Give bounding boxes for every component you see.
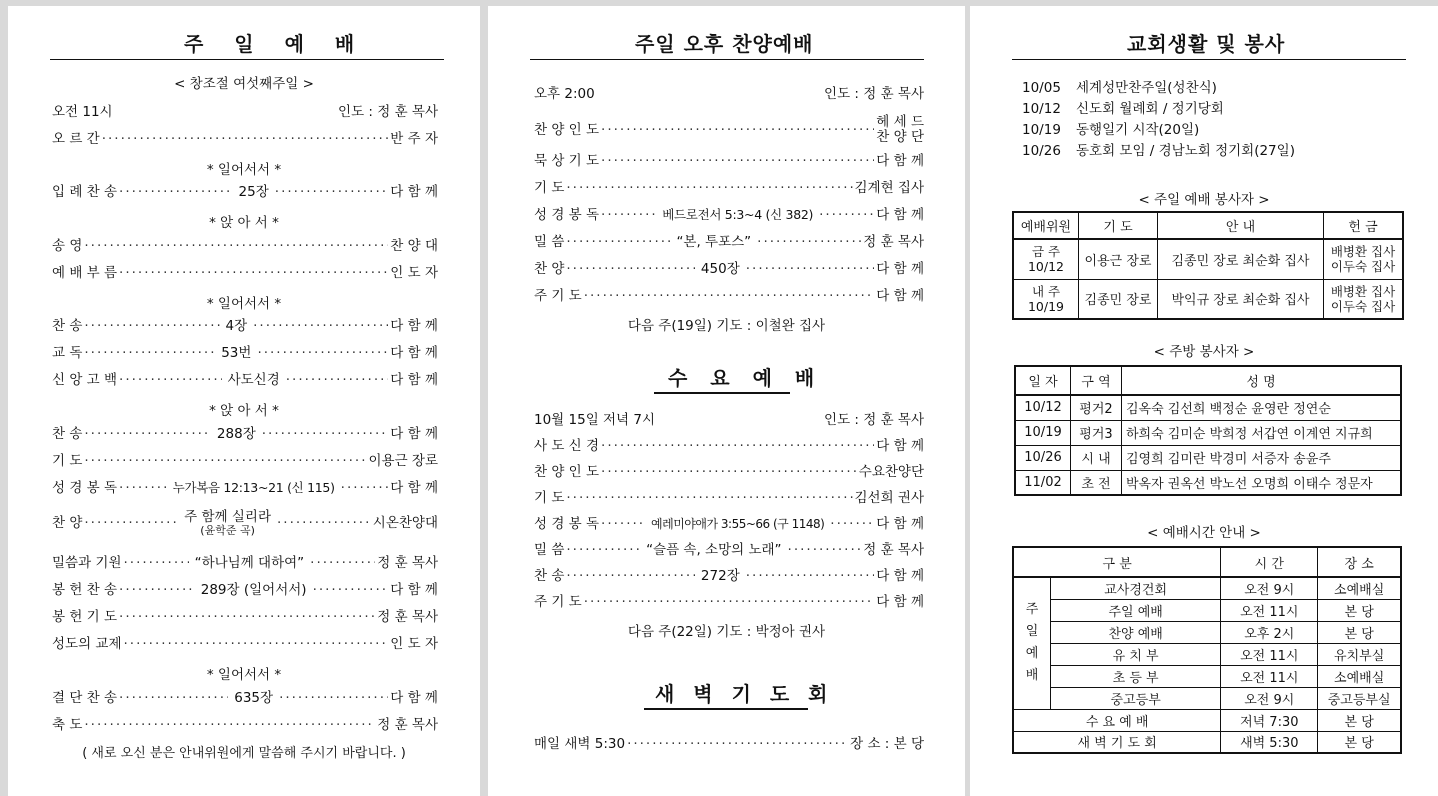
prayer-cell: 이용근 장로 <box>1079 239 1158 279</box>
leader-dots <box>119 372 222 388</box>
service-place: 본 당 <box>1318 599 1401 621</box>
event-date: 10/05 <box>1022 80 1061 96</box>
order-detail: 288장 <box>216 426 256 442</box>
leader: 인도 : 정 훈 목사 <box>824 412 924 428</box>
service-name: 찬양 예배 <box>1051 621 1221 643</box>
order-detail: 635장 <box>234 690 274 706</box>
event-text: 세계성만찬주일(성찬식) <box>1076 80 1217 96</box>
order-detail: 53번 <box>221 345 252 361</box>
order-detail: 4장 <box>225 318 248 334</box>
table-row <box>1013 687 1401 709</box>
wednesday-title: 수 요 예 배 <box>668 366 823 390</box>
event-text: 동행일기 시작(20일) <box>1076 122 1200 138</box>
week-cell <box>1013 239 1079 279</box>
order-label: 성도의 교제 <box>52 636 122 652</box>
volunteer-table <box>1012 211 1404 320</box>
leader-dots <box>601 207 656 223</box>
order-row <box>52 582 438 598</box>
order-row <box>52 372 438 388</box>
table-row <box>1013 709 1401 731</box>
service-time: 오후 2시 <box>1221 621 1318 643</box>
leader-dots <box>119 582 195 598</box>
order-person: 정 훈 목사 <box>377 717 438 733</box>
order-label: 기 도 <box>52 453 83 469</box>
service-place: 본 당 <box>1318 731 1401 753</box>
service-time: 오전 9시 <box>1221 687 1318 709</box>
order-person: 다 함 께 <box>390 426 438 442</box>
order-person: 이용근 장로 <box>368 453 438 469</box>
service-time: 저녁 7:30 <box>1221 709 1318 731</box>
event-item <box>1022 122 1199 138</box>
order-row <box>534 516 924 532</box>
volunteer-title: < 주일 예배 봉사자 > <box>1138 192 1270 208</box>
leader-dots <box>584 288 875 304</box>
leader-dots <box>566 234 670 250</box>
order-row <box>534 568 924 584</box>
order-label: 신 앙 고 백 <box>52 372 118 388</box>
event-item <box>1022 80 1217 96</box>
leader-dots <box>788 542 862 558</box>
service-time: 오전 11시 <box>1221 599 1318 621</box>
service-time: 오전 9시 <box>1221 577 1318 599</box>
event-item <box>1022 101 1224 117</box>
order-label: 성 경 봉 독 <box>52 480 118 496</box>
page-title: 주 일 예 배 <box>184 32 367 56</box>
order-label: 성 경 봉 독 <box>534 207 600 223</box>
leader-dots <box>601 122 874 138</box>
column-header: 장 소 <box>1318 547 1401 577</box>
order-row <box>52 453 438 469</box>
leader-dots <box>257 345 388 361</box>
service-name: 교사경건회 <box>1051 577 1221 599</box>
order-row <box>52 609 438 625</box>
order-row <box>534 594 924 610</box>
table-header-row <box>1013 212 1403 239</box>
order-person: 다 함 께 <box>876 516 924 532</box>
time-row <box>52 104 438 120</box>
table-row <box>1015 395 1401 420</box>
order-label: 찬 양 인 도 <box>534 122 600 138</box>
order-row <box>52 426 438 442</box>
leader-dots <box>84 345 215 361</box>
zone-cell: 초 전 <box>1071 470 1122 495</box>
order-person: 다 함 께 <box>876 153 924 169</box>
order-detail: 450장 <box>700 261 740 277</box>
order-row <box>52 509 438 537</box>
leader-dots <box>757 234 861 250</box>
order-row <box>52 345 438 361</box>
order-label: 기 도 <box>534 490 565 506</box>
order-row <box>52 555 438 571</box>
order-person: 다 함 께 <box>390 690 438 706</box>
order-person: 다 함 께 <box>876 261 924 277</box>
leader-dots <box>601 438 874 454</box>
order-row <box>52 318 438 334</box>
order-row <box>534 153 924 169</box>
group-char: 예 <box>1025 646 1039 662</box>
order-person: 시온찬양대 <box>372 515 438 531</box>
subtitle: < 창조절 여섯째주일 > <box>174 76 314 92</box>
table-row <box>1013 621 1401 643</box>
leader-dots <box>341 480 389 496</box>
order-label: 사 도 신 경 <box>534 438 600 454</box>
service-name: 수 요 예 배 <box>1013 709 1221 731</box>
offering-name: 이두숙 집사 <box>1330 259 1396 275</box>
leader-dots <box>279 690 388 706</box>
order-row <box>534 438 924 454</box>
sit-note: * 앉 아 서 * <box>209 215 279 231</box>
order-person: 반 주 자 <box>390 131 438 147</box>
order-label: 주 기 도 <box>534 594 582 610</box>
week-label: 금 주 <box>1031 244 1061 260</box>
service-place: 중고등부실 <box>1318 687 1401 709</box>
order-row <box>534 180 924 196</box>
service-time: 오전 11시 <box>52 104 113 120</box>
order-label: 봉 헌 기 도 <box>52 609 118 625</box>
order-person: 다 함 께 <box>390 318 438 334</box>
leader-dots <box>84 717 375 733</box>
leader-dots <box>119 690 228 706</box>
sunday-group-cell <box>1013 577 1051 709</box>
order-person <box>876 115 924 145</box>
time-row <box>534 412 924 428</box>
footer-note: ( 새로 오신 분은 안내위원에게 말씀해 주시기 바랍니다. ) <box>82 746 406 761</box>
leader-dots <box>253 318 388 334</box>
order-person-line: 헤 세 드 <box>876 114 924 130</box>
table-row <box>1013 731 1401 753</box>
prayer-cell: 김종민 장로 <box>1079 279 1158 319</box>
stand-note: * 일어서서 * <box>206 667 282 683</box>
leader-dots <box>566 180 852 196</box>
order-row <box>52 717 438 733</box>
order-detail: 베드로전서 5:3~4 (신 382) <box>662 207 814 222</box>
date-cell: 10/19 <box>1015 420 1071 445</box>
order-person: 인 도 자 <box>390 265 438 281</box>
service-time: 새벽 5:30 <box>1221 731 1318 753</box>
service-name: 중고등부 <box>1051 687 1221 709</box>
week-date: 10/19 <box>1027 298 1065 314</box>
leader-dots <box>819 207 874 223</box>
table-header-row <box>1015 366 1401 395</box>
leader-dots <box>119 265 388 281</box>
sit-note: * 앉 아 서 * <box>209 403 279 419</box>
table-row <box>1015 445 1401 470</box>
order-label: 예 배 부 름 <box>52 265 118 281</box>
date-cell: 11/02 <box>1015 470 1071 495</box>
order-label: 밀 씀 <box>534 234 565 250</box>
service-name: 초 등 부 <box>1051 665 1221 687</box>
stand-note: * 일어서서 * <box>206 162 282 178</box>
title-underline <box>530 59 924 60</box>
order-label: 교 독 <box>52 345 83 361</box>
order-label: 찬 송 <box>52 426 83 442</box>
dawn-place: 장 소 : 본 당 <box>850 736 924 752</box>
order-row <box>534 490 924 506</box>
dawn-time: 매일 새벽 5:30 <box>534 736 626 752</box>
service-place: 본 당 <box>1318 709 1401 731</box>
order-label: 기 도 <box>534 180 565 196</box>
order-row <box>52 690 438 706</box>
order-person-line: 찬 양 단 <box>876 129 924 145</box>
service-place: 유치부실 <box>1318 643 1401 665</box>
date-cell: 10/26 <box>1015 445 1071 470</box>
order-row <box>534 464 924 480</box>
group-char: 주 <box>1025 602 1039 618</box>
column-header: 구 분 <box>1013 547 1221 577</box>
leader-dots <box>584 594 875 610</box>
service-place: 소예배실 <box>1318 577 1401 599</box>
leader-dots <box>119 184 233 200</box>
order-detail: 예레미야애가 3:55~66 (구 1148) <box>651 517 825 531</box>
column-header: 기 도 <box>1079 212 1158 239</box>
order-label: 오 르 간 <box>52 131 100 147</box>
column-header: 예배위원 <box>1013 212 1079 239</box>
order-label: 찬 송 <box>52 318 83 334</box>
leader-dots <box>286 372 389 388</box>
offering-cell <box>1324 239 1404 279</box>
table-row <box>1013 599 1401 621</box>
leader-dots <box>566 490 852 506</box>
wednesday-next-prayer: 다음 주(22일) 기도 : 박정아 권사 <box>627 624 826 640</box>
group-char: 배 <box>1025 668 1039 684</box>
order-detail: “하나님께 대하여” <box>194 555 305 571</box>
leader-dots <box>601 153 874 169</box>
event-date: 10/12 <box>1022 101 1061 117</box>
leader: 인도 : 정 훈 목사 <box>338 104 438 120</box>
order-row <box>52 238 438 254</box>
order-row <box>534 261 924 277</box>
order-row <box>52 184 438 200</box>
event-text: 동호회 모임 / 경남노회 정기회(27일) <box>1076 143 1295 159</box>
order-person: 찬 양 대 <box>390 238 438 254</box>
leader-dots <box>84 426 211 442</box>
order-person: 정 훈 목사 <box>377 609 438 625</box>
names-cell: 하희숙 김미순 박희정 서갑연 이계연 지규희 <box>1122 420 1402 445</box>
guide-cell: 박익규 장로 최순화 집사 <box>1158 279 1324 319</box>
service-time: 오후 2:00 <box>534 86 595 102</box>
order-detail: 272장 <box>700 568 740 584</box>
leader-dots <box>746 261 875 277</box>
leader-dots <box>566 261 695 277</box>
order-row <box>52 131 438 147</box>
leader-dots <box>84 453 366 469</box>
table-row <box>1013 665 1401 687</box>
order-row <box>534 288 924 304</box>
column-header: 구 역 <box>1071 366 1122 395</box>
leader: 인도 : 정 훈 목사 <box>824 86 924 102</box>
offering-name: 배병환 집사 <box>1330 283 1396 299</box>
zone-cell: 평거2 <box>1071 395 1122 420</box>
column-header: 시 간 <box>1221 547 1318 577</box>
order-person: 다 함 께 <box>390 480 438 496</box>
order-person: 정 훈 목사 <box>377 555 438 571</box>
zone-cell: 평거3 <box>1071 420 1122 445</box>
order-detail: 25장 <box>238 184 269 200</box>
title-underline <box>1012 59 1406 60</box>
order-row <box>534 114 924 146</box>
order-row <box>52 636 438 652</box>
order-row <box>52 480 438 496</box>
offering-name: 이두숙 집사 <box>1330 298 1396 314</box>
group-char: 일 <box>1025 624 1039 640</box>
service-time: 오전 11시 <box>1221 643 1318 665</box>
names-cell: 김영희 김미란 박경미 서증자 송윤주 <box>1122 445 1402 470</box>
service-time: 오전 11시 <box>1221 665 1318 687</box>
table-row <box>1015 470 1401 495</box>
names-cell: 김옥숙 김선희 백정순 윤영란 정연순 <box>1122 395 1402 420</box>
names-cell: 박옥자 권옥선 박노선 오명희 이태수 정문자 <box>1122 470 1402 495</box>
leader-dots <box>119 480 167 496</box>
leader-dots <box>627 736 848 752</box>
dawn-underline <box>644 708 808 710</box>
order-label: 묵 상 기 도 <box>534 153 600 169</box>
leader-dots <box>124 555 189 571</box>
leader-dots <box>746 568 875 584</box>
afternoon-title: 주일 오후 찬양예배 <box>635 32 814 56</box>
service-name: 새 벽 기 도 회 <box>1013 731 1221 753</box>
week-label: 내 주 <box>1031 283 1061 299</box>
order-detail: 289장 (일어서서) <box>200 582 307 598</box>
order-person: 정 훈 목사 <box>863 542 924 558</box>
sunday-worship-panel <box>8 6 480 796</box>
order-person: 정 훈 목사 <box>863 234 924 250</box>
service-name: 주일 예배 <box>1051 599 1221 621</box>
order-person: 다 함 께 <box>390 372 438 388</box>
leader-dots <box>830 516 874 532</box>
table-row <box>1013 239 1403 279</box>
column-header: 성 명 <box>1122 366 1402 395</box>
order-row <box>52 265 438 281</box>
table-header-row <box>1013 547 1401 577</box>
event-date: 10/19 <box>1022 122 1061 138</box>
event-date: 10/26 <box>1022 143 1061 159</box>
time-row <box>534 86 924 102</box>
order-detail: “슬픔 속, 소망의 노래” <box>646 542 782 558</box>
leader-dots <box>124 636 389 652</box>
order-detail: 누가복음 12:13~21 (신 115) <box>172 480 335 495</box>
order-person: 다 함 께 <box>876 568 924 584</box>
order-label: 축 도 <box>52 717 83 733</box>
wednesday-underline <box>654 392 790 394</box>
column-header: 안 내 <box>1158 212 1324 239</box>
table-row <box>1013 279 1403 319</box>
order-detail: 사도신경 <box>227 372 280 388</box>
event-item <box>1022 143 1295 159</box>
kitchen-table <box>1014 365 1402 496</box>
zone-cell: 시 내 <box>1071 445 1122 470</box>
dawn-row <box>534 736 924 752</box>
wednesday-time: 10월 15일 저녁 7시 <box>534 412 656 428</box>
schedule-title: < 예배시간 안내 > <box>1147 525 1261 541</box>
leader-dots <box>262 426 389 442</box>
leader-dots <box>102 131 389 147</box>
order-person: 김선희 권사 <box>854 490 924 506</box>
order-detail <box>180 509 275 537</box>
order-row <box>534 234 924 250</box>
table-row <box>1015 420 1401 445</box>
dawn-title: 새 벽 기 도 회 <box>655 682 834 706</box>
order-person: 수요찬양단 <box>858 464 924 480</box>
order-person: 다 함 께 <box>390 184 438 200</box>
order-label: 찬 송 <box>534 568 565 584</box>
leader-dots <box>601 516 645 532</box>
order-person: 인 도 자 <box>390 636 438 652</box>
order-person: 다 함 께 <box>390 582 438 598</box>
leader-dots <box>119 609 375 625</box>
next-week-prayer: 다음 주(19일) 기도 : 이철완 집사 <box>627 318 826 334</box>
kitchen-title: < 주방 봉사자 > <box>1153 344 1255 360</box>
afternoon-worship-panel <box>488 6 965 796</box>
order-label: 찬 양 <box>52 515 83 531</box>
table-row <box>1013 577 1401 599</box>
event-text: 신도회 월례회 / 정기당회 <box>1076 101 1224 117</box>
order-label: 봉 헌 찬 송 <box>52 582 118 598</box>
column-header: 일 자 <box>1015 366 1071 395</box>
order-person: 다 함 께 <box>876 288 924 304</box>
leader-dots <box>84 515 178 531</box>
order-person: 김계현 집사 <box>854 180 924 196</box>
leader-dots <box>277 515 371 531</box>
order-person: 다 함 께 <box>876 438 924 454</box>
service-place: 본 당 <box>1318 621 1401 643</box>
title-underline <box>50 59 444 60</box>
service-place: 소예배실 <box>1318 665 1401 687</box>
order-label: 찬 양 인 도 <box>534 464 600 480</box>
order-label: 송 영 <box>52 238 83 254</box>
church-life-panel <box>970 6 1438 796</box>
order-label: 결 단 찬 송 <box>52 690 118 706</box>
schedule-table <box>1012 546 1402 754</box>
order-row <box>534 207 924 223</box>
table-row <box>1013 643 1401 665</box>
order-label: 찬 양 <box>534 261 565 277</box>
church-life-title: 교회생활 및 봉사 <box>1127 32 1286 56</box>
date-cell: 10/12 <box>1015 395 1071 420</box>
offering-name: 배병환 집사 <box>1330 244 1396 260</box>
leader-dots <box>566 568 695 584</box>
leader-dots <box>566 542 640 558</box>
leader-dots <box>275 184 389 200</box>
leader-dots <box>84 318 219 334</box>
order-person: 다 함 께 <box>876 594 924 610</box>
week-cell <box>1013 279 1079 319</box>
order-label: 성 경 봉 독 <box>534 516 600 532</box>
guide-cell: 김종민 장로 최순화 집사 <box>1158 239 1324 279</box>
order-label: 밀 씀 <box>534 542 565 558</box>
order-person: 다 함 께 <box>390 345 438 361</box>
column-header: 헌 금 <box>1324 212 1404 239</box>
service-name: 유 치 부 <box>1051 643 1221 665</box>
order-person: 다 함 께 <box>876 207 924 223</box>
order-detail-sub: (윤학준 곡) <box>200 524 255 537</box>
order-row <box>534 542 924 558</box>
order-label: 주 기 도 <box>534 288 582 304</box>
order-detail-main: 주 함께 실리라 <box>184 509 271 525</box>
leader-dots <box>84 238 388 254</box>
offering-cell <box>1324 279 1404 319</box>
leader-dots <box>601 464 857 480</box>
leader-dots <box>313 582 389 598</box>
order-detail: “본, 투포스” <box>676 234 752 250</box>
order-label: 밀씀과 기원 <box>52 555 122 571</box>
stand-note: * 일어서서 * <box>206 296 282 312</box>
leader-dots <box>310 555 375 571</box>
week-date: 10/12 <box>1027 259 1065 275</box>
order-label: 입 례 찬 송 <box>52 184 118 200</box>
